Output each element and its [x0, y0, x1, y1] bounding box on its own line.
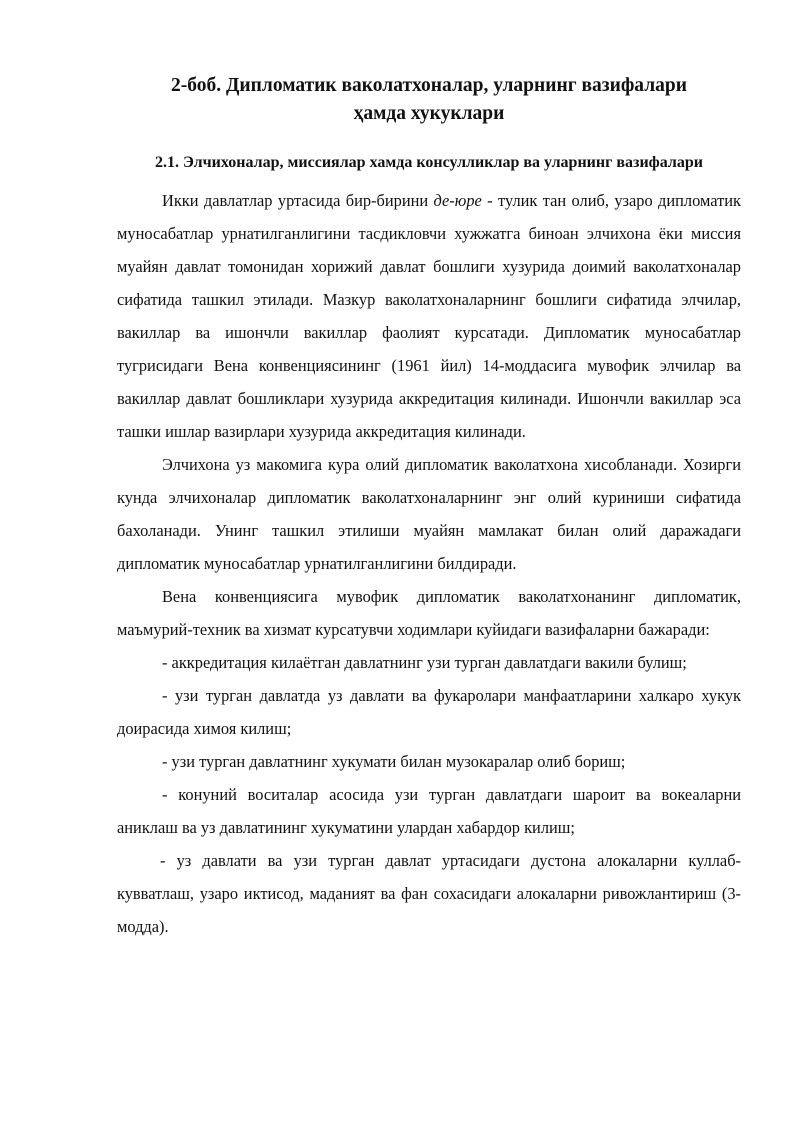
paragraph-1	[117, 184, 741, 448]
list-item-4: - конуний воситалар асосида узи турган давлатдаги шароит ва вокеаларни аниклаш ва уз давлатининг хукуматини улардан хабардор килиш;	[117, 785, 741, 837]
document-page	[117, 72, 741, 943]
chapter-title-line-1: 2-боб. Дипломатик ваколатхоналар, уларнинг вазифалари	[171, 75, 687, 96]
body-text	[117, 184, 741, 943]
paragraph-1-emphasis: де-юре	[433, 191, 482, 210]
paragraph-3: Вена конвенциясига мувофик дипломатик ваколатхонанинг дипломатик, маъмурий-техник ва хизмат курсатувчи ходимлари куйидаги вазифаларни бажаради:	[117, 587, 741, 639]
list-item-5: - уз давлати ва узи турган давлат уртасидаги дустона алокаларни куллаб-кувватлаш, узаро иктисод, маданият ва фан сохасидаги алокаларни ривожлантириш (3-модда).	[117, 851, 741, 936]
list-item-3: - узи турган давлатнинг хукумати билан музокаралар олиб бориш;	[162, 752, 626, 771]
paragraph-2: Элчихона уз макомига кура олий дипломатик ваколатхона хисобланади. Хозирги кунда элчихоналар дипломатик ваколатхоналарнинг энг олий куриниши сифатида бахоланади. Унинг ташкил этилиши муайян мамлакат билан олий даражадаги дипломатик муносабатлар урнатилганлигини билдиради.	[117, 455, 741, 573]
section-title: 2.1. Элчихоналар, миссиялар хамда консулликлар ва уларнинг вазифалари	[155, 154, 703, 171]
paragraph-1-start: Икки давлатлар уртасида бир-бирини	[162, 191, 434, 210]
chapter-title-line-2: ҳамда хукуклари	[353, 103, 505, 124]
list-item-2: - узи турган давлатда уз давлати ва фукаролари манфаатларини халкаро хукук доирасида химоя килиш;	[117, 686, 741, 738]
paragraph-1-rest: - тулик тан олиб, узаро дипломатик муносабатлар урнатилганлигини тасдикловчи хужжатга биноан элчихона ёки миссия муайян давлат томонидан хорижий давлат бошлиги хузурида доимий ваколатхоналар сифатида ташкил этилади. Мазкур ваколатхоналарнинг бошлиги сифатида элчилар, вакиллар ва ишончли вакиллар фаолият курсатади. Дипломатик муносабатлар тугрисидаги Вена конвенциясининг (1961 йил) 14-моддасига мувофик элчилар ва вакиллар давлат бошликлари хузурида аккредитация килинади. Ишончли вакиллар эса ташки ишлар вазирлари хузурида аккредитация килинади.	[117, 191, 741, 441]
chapter-title	[117, 72, 741, 128]
list-item-1: - аккредитация килаётган давлатнинг узи турган давлатдаги вакили булиш;	[162, 653, 687, 672]
